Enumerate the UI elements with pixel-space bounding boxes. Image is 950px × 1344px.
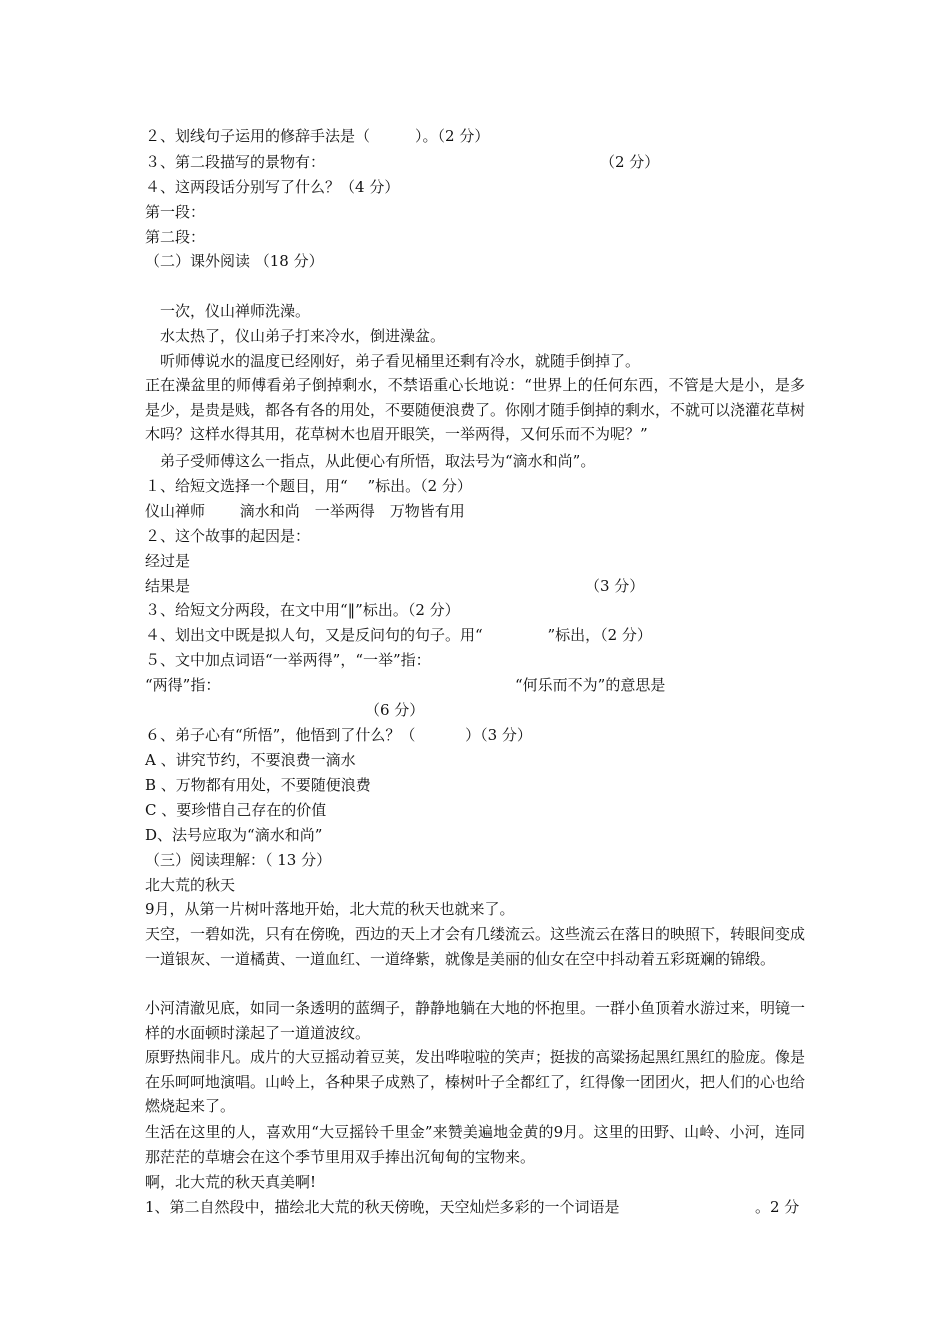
part2-heading: （二）课外阅读 （18 分） (145, 252, 324, 270)
part2-question-2: ２、这个故事的起因是： (145, 527, 311, 545)
part3-heading: （三）阅读理解：（ 13 分） (145, 851, 332, 869)
part2-question-5-b: “两得”指： (145, 676, 221, 694)
part1-question-3-score: （2 分） (600, 153, 660, 171)
part3-article-title: 北大荒的秋天 (145, 876, 236, 894)
part2-option-d: D、法号应取为“滴水和尚” (145, 826, 323, 844)
part1-question-4: ４、这两段话分别写了什么？（4 分） (145, 178, 400, 196)
part3-paragraph-1: 9月，从第一片树叶落地开始，北大荒的秋天也就来了。 (145, 900, 515, 918)
part2-question-5: ５、文中加点词语“一举两得”，“一举”指： (145, 651, 431, 669)
part2-question-2-score: （3 分） (585, 577, 645, 595)
part3-paragraph-3: 小河清澈见底，如同一条透明的蓝绸子，静静地躺在大地的怀抱里。一群小鱼顶着水游过来，明镜一样的水面顿时漾起了一道道波纹。 (145, 999, 806, 1042)
part2-option-a: A 、讲究节约，不要浪费一滴水 (145, 751, 356, 769)
part2-question-1-options: 仪山禅师 滴水和尚 一举两得 万物皆有用 (145, 502, 465, 520)
part3-paragraph-4: 原野热闹非凡。成片的大豆摇动着豆荚，发出哗啦啦的笑声；挺拔的高粱扬起黑红黑红的脸庞。像是在乐呵呵地演唱。山岭上，各种果子成熟了，榛树叶子全都红了，红得像一团团火，把人们的心也给燃烧起来了。 (145, 1048, 806, 1115)
part3-question-1-score: 。2 分 (755, 1198, 800, 1216)
part2-question-3: ３、给短文分两段，在文中用“‖”标出。（2 分） (145, 601, 460, 619)
part3-paragraph-6: 啊，北大荒的秋天真美啊! (145, 1173, 317, 1191)
story-line-3: 听师傅说水的温度已经刚好，弟子看见桶里还剩有冷水，就随手倒掉了。 (145, 352, 641, 370)
part1-question-2: ２、划线句子运用的修辞手法是（ ）。（2 分） (145, 127, 490, 145)
part2-question-2-process: 经过是 (145, 552, 191, 570)
part1-para-2-label: 第二段： (145, 228, 206, 246)
part1-question-3: ３、第二段描写的景物有： (145, 153, 326, 171)
part2-option-b: B 、万物都有用处，不要随便浪费 (145, 776, 371, 794)
part2-question-4: ４、划出文中既是拟人句，又是反问句的句子。用“ ”标出，（2 分） (145, 626, 652, 644)
part2-option-c: C 、要珍惜自己存在的价值 (145, 801, 327, 819)
part1-para-1-label: 第一段： (145, 203, 206, 221)
story-line-2: 水太热了，仪山弟子打来冷水，倒进澡盆。 (145, 327, 446, 345)
part3-paragraph-5: 生活在这里的人，喜欢用“大豆摇铃千里金”来赞美遍地金黄的9月。这里的田野、山岭、小河，连同那茫茫的草塘会在这个季节里用双手捧出沉甸甸的宝物来。 (145, 1123, 805, 1166)
part3-paragraph-2: 天空，一碧如洗，只有在傍晚，西边的天上才会有几缕流云。这些流云在落日的映照下，转眼间变成一道银灰、一道橘黄、一道血红、一道绛紫，就像是美丽的仙女在空中抖动着五彩斑斓的锦缎。 (145, 925, 806, 968)
story-line-1: 一次，仪山禅师洗澡。 (145, 302, 311, 320)
part3-question-1: 1、第二自然段中，描绘北大荒的秋天傍晚，天空灿烂多彩的一个词语是 (145, 1198, 620, 1216)
part2-question-5-c: “何乐而不为”的意思是 (515, 676, 666, 694)
story-ending: 弟子受师傅这么一指点，从此便心有所悟，取法号为“滴水和尚”。 (145, 452, 596, 470)
part2-question-6: ６、弟子心有“所悟”，他悟到了什么？（ ）（3 分） (145, 726, 532, 744)
part2-question-1: １、给短文选择一个题目，用“ ”标出。（2 分） (145, 477, 472, 495)
story-paragraph-master: 正在澡盆里的师傅看弟子倒掉剩水，不禁语重心长地说：“世界上的任何东西，不管是大是小，是多是少，是贵是贱，都各有各的用处，不要随便浪费了。你刚才随手倒掉的剩水，不就可以浇灌花草树木吗？这样水得其用，花草树木也眉开眼笑，一举两得，又何乐而不为呢？” (145, 376, 806, 443)
part2-question-5-score: （6 分） (365, 701, 425, 719)
part2-question-2-result: 结果是 (145, 577, 191, 595)
